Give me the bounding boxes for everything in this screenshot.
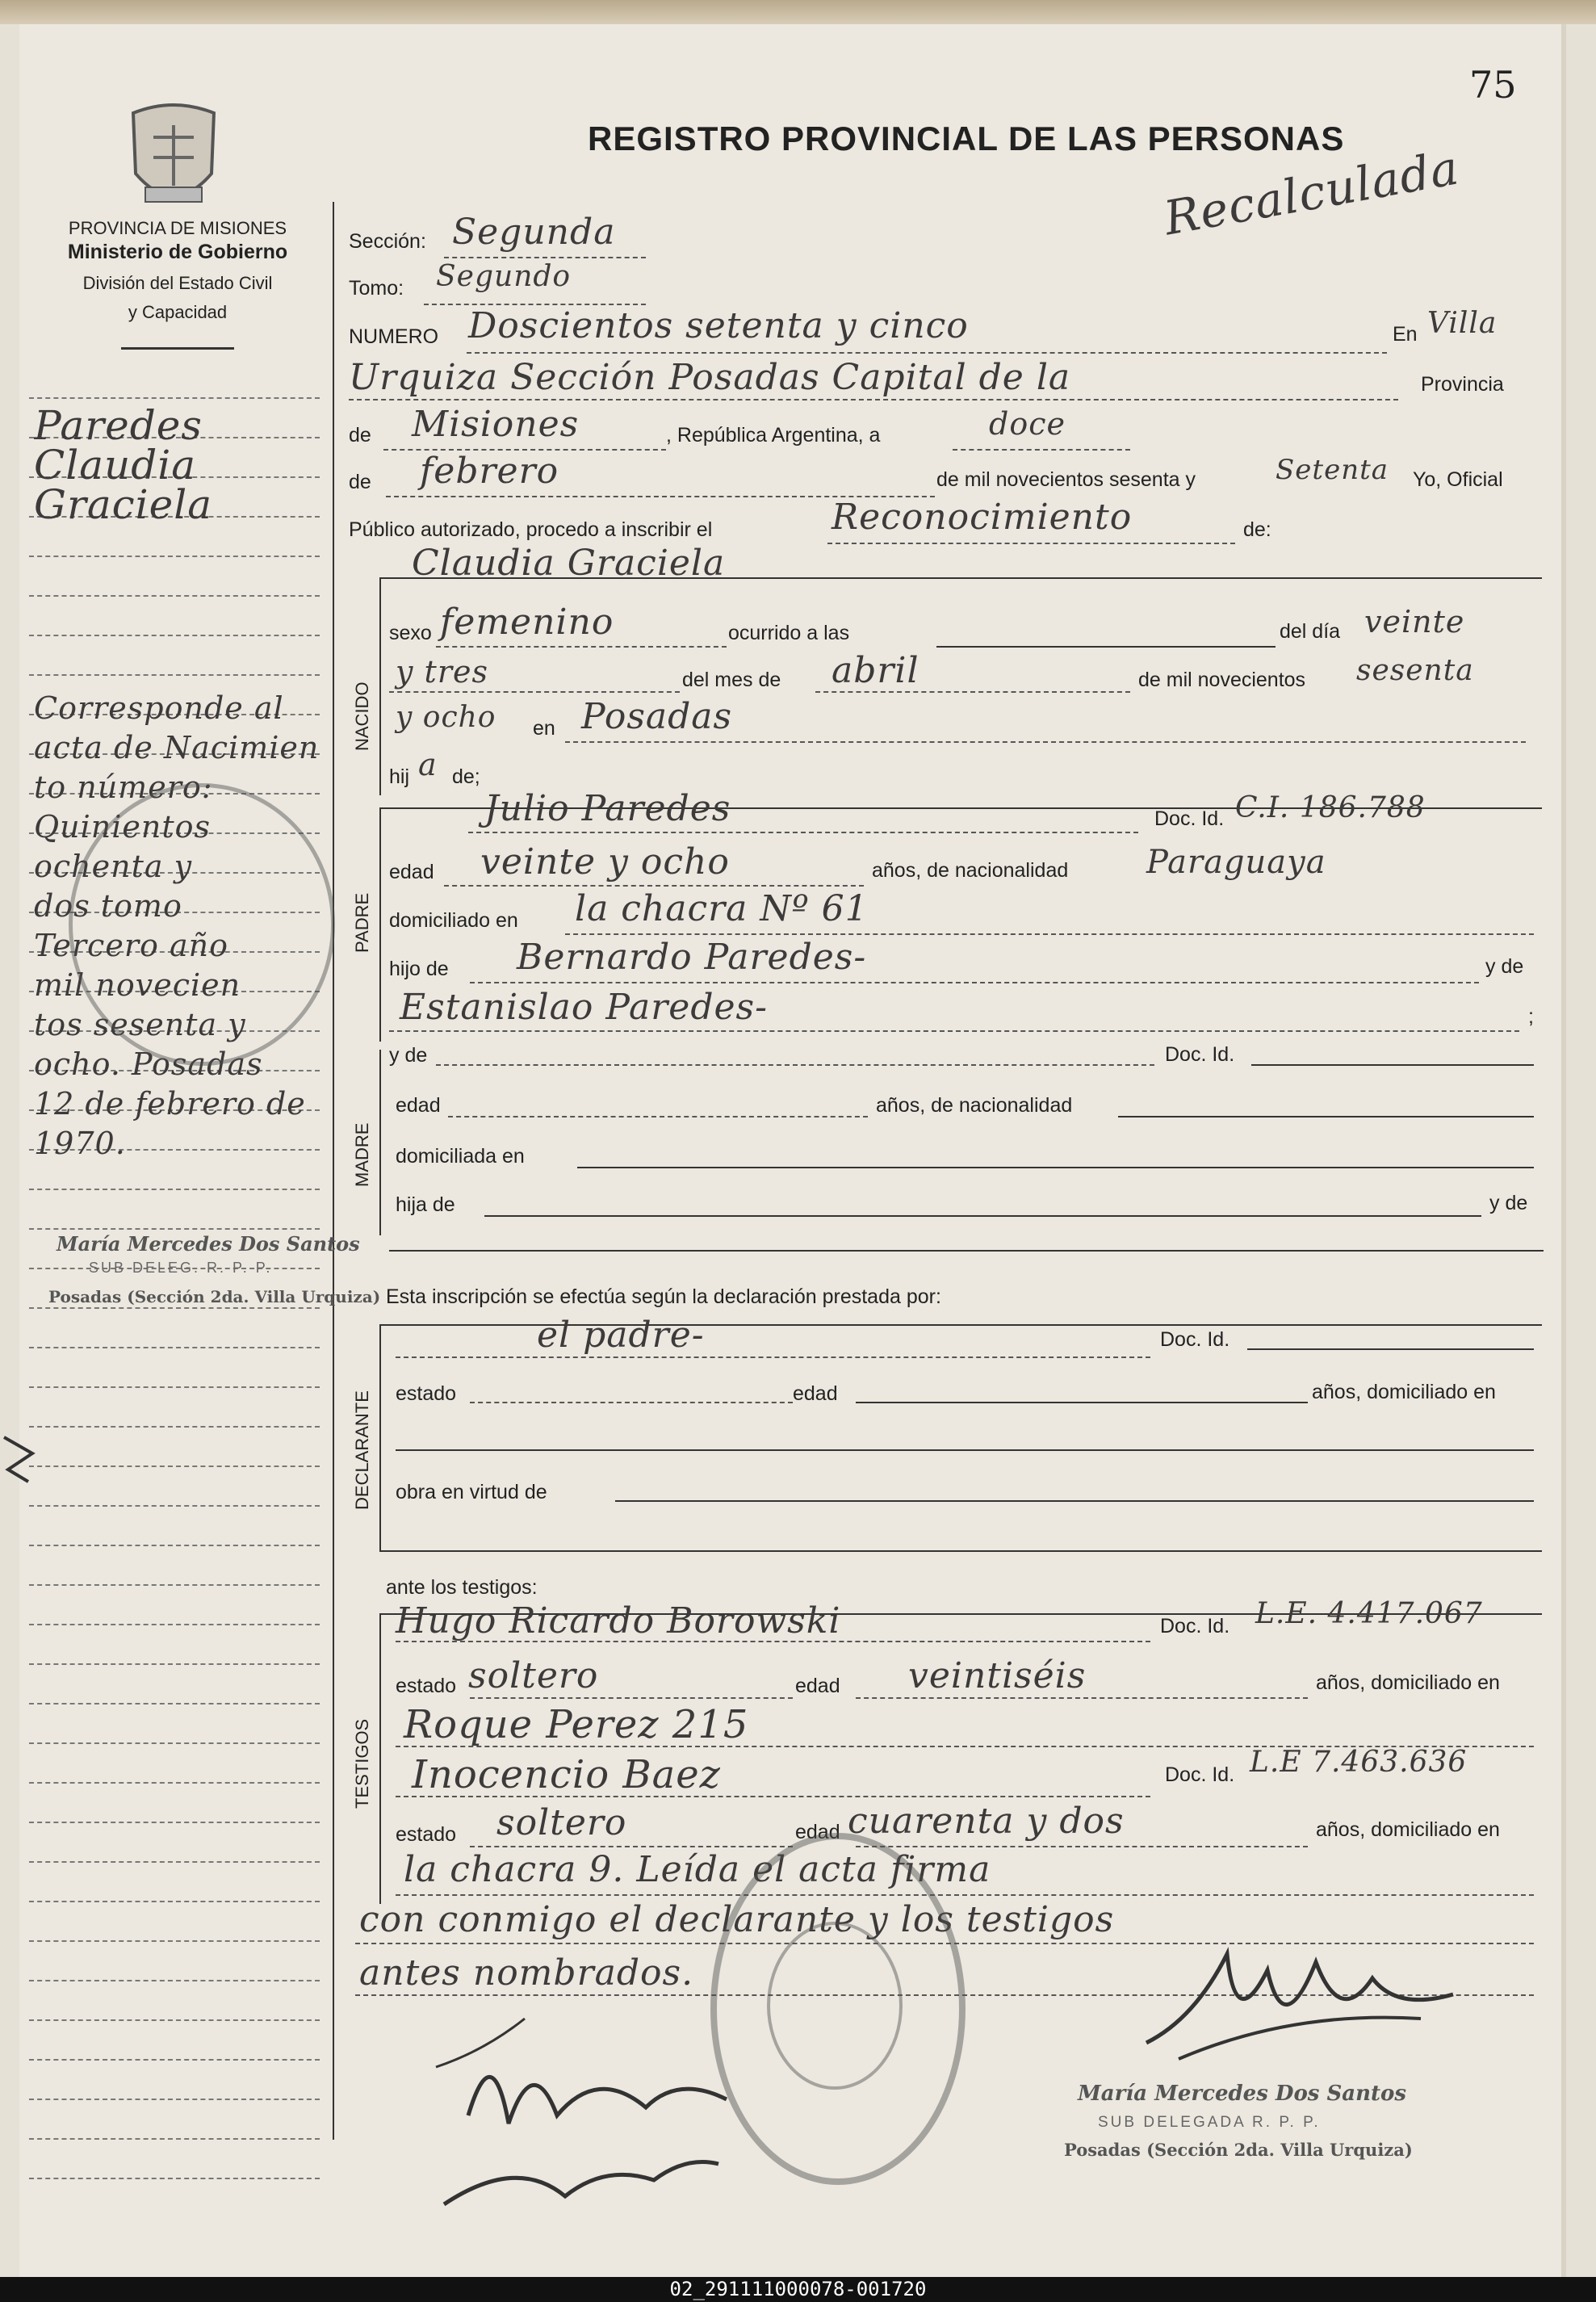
- de-label: de: [349, 424, 371, 447]
- margin-rule-line: [29, 1663, 320, 1665]
- nacido-bracket: [379, 577, 381, 795]
- en-label: En: [1393, 323, 1418, 346]
- testigo2-estado-value: soltero: [496, 1802, 627, 1843]
- madre-abuela-line: [389, 1250, 1544, 1252]
- padre-semicolon: ;: [1528, 1005, 1534, 1028]
- testigo2-domicilio-line: [396, 1894, 1534, 1896]
- margin-note-line: Corresponde al: [34, 690, 284, 726]
- margin-rule-line: [29, 1861, 320, 1863]
- declarante-edad-line: [856, 1402, 1308, 1403]
- margin-rule-line: [29, 1386, 320, 1388]
- margin-rule-line: [29, 1980, 320, 1981]
- testigo1-domicilio-value: Roque Perez 215: [404, 1702, 749, 1747]
- padre-y-de-label: y de: [1485, 955, 1524, 978]
- acto-line: [827, 543, 1235, 544]
- province-label: PROVINCIA DE MISIONES: [68, 218, 287, 238]
- declarante-intro: Esta inscripción se efectúa según la declaración prestada por:: [386, 1285, 941, 1308]
- padre-domicilio-label: domiciliado en: [389, 909, 518, 932]
- oficial-label: Yo, Oficial: [1413, 468, 1503, 491]
- dia-line: [953, 449, 1130, 451]
- dia-nac-value: veinte: [1364, 604, 1465, 639]
- margin-note-line: mil novecien: [34, 967, 241, 1003]
- republica-label: , República Argentina, a: [666, 424, 881, 447]
- testigo2-edad-line: [856, 1846, 1308, 1847]
- padre-abuela-value: Estanislao Paredes-: [400, 987, 768, 1028]
- margin-stamp-role: SUB DELEG. R. P. P.: [89, 1260, 273, 1276]
- padre-section-label: PADRE: [352, 892, 372, 953]
- padre-doc-label: Doc. Id.: [1154, 807, 1225, 830]
- nacido-name-value: Claudia Graciela: [412, 543, 726, 584]
- testigo2-estado-line: [470, 1846, 793, 1847]
- padre-abuelo-line: [470, 982, 1479, 983]
- margin-rule-line: [29, 1505, 320, 1507]
- declarante-doc-label: Doc. Id.: [1160, 1328, 1230, 1351]
- madre-domicilio-line: [577, 1167, 1534, 1168]
- closing-line-2: antes nombrados.: [359, 1952, 694, 1994]
- margin-stamp-name: María Mercedes Dos Santos: [57, 1232, 360, 1256]
- margin-rule-line: [29, 1426, 320, 1428]
- testigo1-doc-value: L.E. 4.417.067: [1255, 1597, 1483, 1630]
- book-edge: [0, 0, 1596, 24]
- top-right-annotation: Recalculada: [1159, 140, 1464, 246]
- testigo2-estado-label: estado: [396, 1823, 457, 1846]
- lugar-nac-value: Posadas: [581, 696, 733, 737]
- margin-rule-line: [29, 1703, 320, 1704]
- anio-nac-value: sesenta: [1356, 654, 1474, 687]
- hora-line: [936, 646, 1276, 648]
- numero-line: [467, 352, 1387, 354]
- margin-rule-line: [29, 1584, 320, 1586]
- locality-line: [349, 399, 1398, 400]
- mes-nac-label: del mes de: [682, 669, 781, 691]
- madre-name-line: [436, 1064, 1154, 1066]
- padre-abuela-line: [389, 1030, 1519, 1032]
- margin-note-line: Tercero año: [34, 928, 228, 963]
- closing-line-1: con conmigo el declarante y los testigos: [359, 1899, 1115, 1940]
- provincia-label: Provincia: [1421, 373, 1504, 396]
- padre-bracket: [379, 807, 381, 1042]
- margin-rule-line: [29, 1782, 320, 1784]
- madre-bracket: [379, 1050, 381, 1235]
- padre-edad-line: [444, 885, 864, 887]
- seccion-label: Sección:: [349, 230, 426, 253]
- madre-domicilio-label: domiciliada en: [396, 1145, 525, 1168]
- declarante-domicilio-label: años, domiciliado en: [1312, 1381, 1496, 1403]
- declarante-edad-label: edad: [793, 1382, 838, 1405]
- margin-note-line: 1970.: [34, 1126, 126, 1161]
- binding-hole-icon: [0, 1429, 40, 1486]
- declarante-estado-label: estado: [396, 1382, 457, 1405]
- margin-rule-line: [29, 674, 320, 676]
- margin-note-line: Graciela: [34, 481, 213, 528]
- coat-of-arms-icon: [121, 97, 226, 218]
- mes-nac-line: [815, 691, 1130, 693]
- testigos-bracket: [379, 1613, 381, 1904]
- padre-nacionalidad-value: Paraguaya: [1146, 844, 1326, 881]
- tomo-value: Segundo: [436, 260, 572, 293]
- padre-nacionalidad-label: años, de nacionalidad: [872, 859, 1069, 882]
- publico-label: Público autorizado, procedo a inscribir el: [349, 518, 713, 541]
- declarante-estado-line: [470, 1402, 793, 1403]
- dia-value: doce: [989, 406, 1066, 442]
- madre-doc-line: [1251, 1064, 1534, 1066]
- witness-signatures-icon: [420, 2002, 743, 2229]
- en-nac-label: en: [533, 717, 555, 740]
- acto-value: Reconocimiento: [832, 497, 1133, 538]
- bottom-stamp-name: María Mercedes Dos Santos: [1078, 2082, 1406, 2106]
- tomo-label: Tomo:: [349, 277, 404, 300]
- margin-rule-line: [29, 2059, 320, 2061]
- testigo1-name-line: [396, 1641, 1150, 1642]
- declarante-bottom-line: [379, 1550, 1542, 1552]
- testigo1-edad-label: edad: [795, 1675, 840, 1697]
- margin-rule-line: [29, 1307, 320, 1309]
- division-label-2: y Capacidad: [128, 302, 228, 322]
- anio-value: Setenta: [1276, 454, 1389, 486]
- testigo2-domicilio-label: años, domiciliado en: [1316, 1818, 1500, 1841]
- testigo2-domicilio-value: la chacra 9. Leída el acta firma: [404, 1849, 991, 1890]
- margin-note-line: 12 de febrero de: [34, 1086, 306, 1122]
- margin-rule-line: [29, 1545, 320, 1546]
- central-seal-inner: [767, 1922, 903, 2090]
- declarante-name-line: [396, 1356, 1150, 1358]
- numero-label: NUMERO: [349, 325, 439, 348]
- padre-edad-value: veinte y ocho: [480, 841, 730, 883]
- margin-rule-line: [29, 1901, 320, 1902]
- testigo2-name-value: Inocencio Baez: [412, 1752, 721, 1797]
- margin-separator: [333, 202, 334, 2140]
- madre-nacionalidad-line: [1118, 1116, 1534, 1117]
- anio-nac-value-2: y ocho: [396, 701, 496, 734]
- margin-rule-line: [29, 397, 320, 399]
- page-title: REGISTRO PROVINCIAL DE LAS PERSONAS: [588, 120, 1345, 157]
- hijo-suffix: de;: [452, 765, 480, 788]
- margin-note-line: to número:: [34, 769, 213, 805]
- dia-nac-line: [389, 691, 680, 693]
- de-colon-label: de:: [1243, 518, 1271, 541]
- testigo1-domicilio-label: años, domiciliado en: [1316, 1671, 1500, 1694]
- lugar-nac-line: [565, 741, 1526, 743]
- madre-y-de-label: y de: [389, 1044, 428, 1067]
- testigo2-doc-value: L.E 7.463.636: [1250, 1746, 1468, 1779]
- hijo-value: a: [418, 747, 438, 782]
- testigo1-name-value: Hugo Ricardo Borowski: [396, 1600, 841, 1642]
- de-label-2: de: [349, 471, 371, 493]
- margin-rule-line: [29, 2138, 320, 2140]
- padre-name-line: [468, 832, 1138, 833]
- testigo2-edad-value: cuarenta y dos: [848, 1801, 1125, 1842]
- division-label: División del Estado Civil: [82, 273, 273, 293]
- margin-rule-line: [29, 1465, 320, 1467]
- padre-name-value: Julio Paredes: [484, 788, 731, 829]
- margin-note-line: tos sesenta y: [34, 1007, 246, 1042]
- margin-rule-line: [29, 1822, 320, 1823]
- margin-note-line: Quinientos: [34, 809, 212, 845]
- declarante-doc-line: [1247, 1348, 1534, 1350]
- header-divider: [121, 347, 234, 350]
- anio-label: de mil novecientos sesenta y: [936, 468, 1196, 491]
- mes-nac-value: abril: [832, 650, 919, 691]
- margin-note-line: ocho. Posadas: [34, 1046, 263, 1082]
- margin-note-line: acta de Nacimien: [34, 730, 320, 765]
- madre-abuelo-line: [484, 1215, 1481, 1217]
- margin-note-line: Claudia: [34, 442, 197, 488]
- madre-hija-label: hija de: [396, 1193, 455, 1216]
- hijo-label: hij: [389, 765, 410, 788]
- sexo-label: sexo: [389, 622, 432, 644]
- padre-domicilio-value: la chacra Nº 61: [575, 888, 869, 929]
- seccion-line: [444, 257, 646, 258]
- sexo-value: femenino: [440, 602, 614, 643]
- numero-value: Doscientos setenta y cinco: [468, 305, 969, 346]
- sexo-line: [436, 646, 727, 648]
- del-dia-label: del día: [1280, 620, 1341, 643]
- testigo2-name-line: [396, 1796, 1150, 1797]
- madre-doc-label: Doc. Id.: [1165, 1043, 1235, 1066]
- declarante-domicilio-line: [396, 1449, 1534, 1451]
- madre-y-de-label-2: y de: [1489, 1192, 1528, 1214]
- margin-rule-line: [29, 2019, 320, 2021]
- ocurrido-label: ocurrido a las: [728, 622, 850, 644]
- provincia-value: Misiones: [412, 404, 580, 445]
- margin-stamp-place: Posadas (Sección 2da. Villa Urquiza): [48, 1287, 381, 1306]
- margin-rule-line: [29, 635, 320, 636]
- testigos-section-label: TESTIGOS: [352, 1718, 372, 1809]
- margin-rule-line: [29, 1742, 320, 1744]
- dia-nac-value-2: y tres: [396, 654, 488, 690]
- testigos-intro: ante los testigos:: [386, 1576, 538, 1599]
- padre-abuelo-value: Bernardo Paredes-: [517, 937, 867, 978]
- margin-rule-line: [29, 1189, 320, 1190]
- ministry-label: Ministerio de Gobierno: [67, 241, 288, 263]
- testigo2-doc-label: Doc. Id.: [1165, 1763, 1235, 1786]
- margin-rule-line: [29, 595, 320, 597]
- testigo1-estado-value: soltero: [468, 1655, 599, 1696]
- madre-nacionalidad-label: años, de nacionalidad: [876, 1094, 1073, 1117]
- anio-nac-label: de mil novecientos: [1138, 669, 1306, 691]
- testigo1-doc-label: Doc. Id.: [1160, 1615, 1230, 1637]
- madre-edad-line: [448, 1116, 868, 1117]
- padre-edad-label: edad: [389, 861, 434, 883]
- margin-rule-line: [29, 2178, 320, 2179]
- page-number: 75: [1469, 63, 1517, 107]
- declarante-obra-line: [615, 1500, 1534, 1502]
- testigo1-estado-label: estado: [396, 1675, 457, 1697]
- en-value: Villa: [1427, 307, 1498, 340]
- image-identifier: 02_291111000078-001720: [0, 2277, 1596, 2302]
- declarante-obra-label: obra en virtud de: [396, 1481, 547, 1503]
- testigo1-edad-line: [856, 1697, 1308, 1699]
- margin-rule-line: [29, 2099, 320, 2100]
- margin-rule-line: [29, 1347, 320, 1348]
- testigo1-estado-line: [470, 1697, 793, 1699]
- padre-hijo-de-label: hijo de: [389, 958, 449, 980]
- madre-section-label: MADRE: [352, 1122, 372, 1187]
- officer-signature-icon: [1130, 1922, 1469, 2083]
- locality-value: Urquiza Sección Posadas Capital de la: [349, 357, 1071, 398]
- mes-value: febrero: [420, 451, 559, 492]
- declarante-name-value: el padre-: [537, 1315, 705, 1356]
- padre-domicilio-line: [565, 933, 1534, 935]
- padre-doc-value: C.I. 186.788: [1235, 791, 1426, 824]
- bottom-stamp-role: SUB DELEGADA R. P. P.: [1098, 2114, 1321, 2131]
- bottom-stamp-place: Posadas (Sección 2da. Villa Urquiza): [1064, 2140, 1413, 2160]
- testigo2-edad-label: edad: [795, 1821, 840, 1843]
- declarante-section-label: DECLARANTE: [352, 1390, 372, 1510]
- margin-seal: [69, 783, 335, 1066]
- madre-edad-label: edad: [396, 1094, 441, 1117]
- margin-rule-line: [29, 1228, 320, 1230]
- margin-rule-line: [29, 1624, 320, 1625]
- seccion-value: Segunda: [452, 212, 616, 253]
- margin-note-line: ochenta y: [34, 849, 193, 884]
- declarante-bracket: [379, 1324, 381, 1550]
- margin-note-line: dos tomo: [34, 888, 182, 924]
- testigo1-edad-value: veintiséis: [908, 1655, 1087, 1696]
- margin-note-line: Paredes: [34, 402, 203, 449]
- nacido-section-label: NACIDO: [352, 681, 372, 751]
- margin-rule-line: [29, 1940, 320, 1942]
- margin-rule-line: [29, 556, 320, 557]
